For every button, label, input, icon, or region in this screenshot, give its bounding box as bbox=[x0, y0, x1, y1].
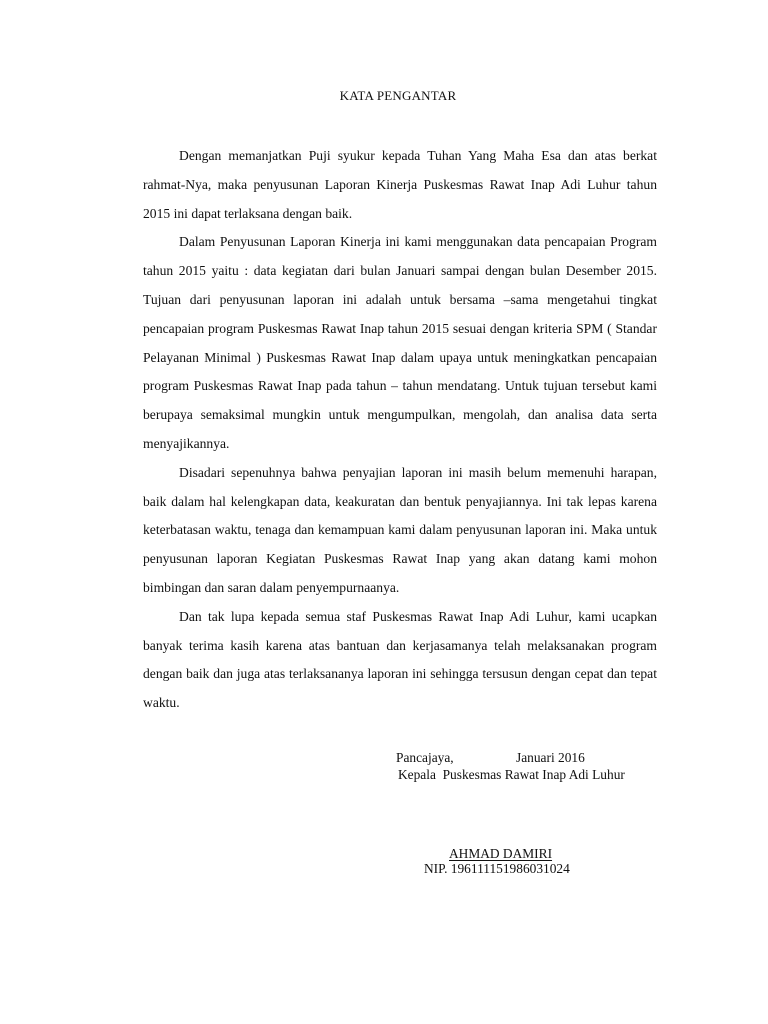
paragraph-2: Dalam Penyusunan Laporan Kinerja ini kami menggunakan data pencapaian Program tahun 2015 yaitu : data kegiatan dari bulan Januari sampai dengan bulan Desember 2015. Tujuan dari penyusunan laporan ini adalah untuk bersama –sama mengetahui tingkat pencapaian program Puskesmas Rawat Inap tahun 2015 sesuai dengan kriteria SPM ( Standar Pelayanan Minimal ) Puskesmas Rawat Inap dalam upaya untuk meningkatkan pencapaian program Puskesmas Rawat Inap pada tahun – tahun mendatang. Untuk tujuan tersebut kami berupaya semaksimal mungkin untuk mengumpulkan, mengolah, dan analisa data serta menyajikannya. bbox=[143, 234, 657, 451]
page-title: KATA PENGANTAR bbox=[339, 88, 457, 103]
paragraph-1: Dengan memanjatkan Puji syukur kepada Tuhan Yang Maha Esa dan atas berkat rahmat-Nya, maka penyusunan Laporan Kinerja Puskesmas Rawat Inap Adi Luhur tahun 2015 ini dapat terlaksana dengan baik. bbox=[143, 148, 657, 221]
signature-role: Kepala Puskesmas Rawat Inap Adi Luhur bbox=[398, 767, 625, 782]
signature-place: Pancajaya, bbox=[396, 750, 454, 765]
signature-place-date bbox=[396, 749, 666, 766]
signatory-nip: NIP. 196111151986031024 bbox=[424, 861, 570, 876]
body-text bbox=[143, 142, 657, 718]
signature-date: Januari 2016 bbox=[516, 750, 585, 765]
signatory-name: AHMAD DAMIRI bbox=[449, 846, 553, 861]
paragraph-4: Dan tak lupa kepada semua staf Puskesmas Rawat Inap Adi Luhur, kami ucapkan banyak terima kasih karena atas bantuan dan kerjasamanya telah melaksanakan program dengan baik dan juga atas terlaksananya laporan ini sehingga tersusun dengan cepat dan tepat waktu. bbox=[143, 608, 657, 711]
paragraph-3: Disadari sepenuhnya bahwa penyajian laporan ini masih belum memenuhi harapan, baik dalam hal kelengkapan data, keakuratan dan bentuk penyajiannya. Ini tak lepas karena keterbatasan waktu, tenaga dan kemampuan kami dalam penyusunan laporan ini. Maka untuk penyusunan laporan Kegiatan Puskesmas Rawat Inap yang akan datang kami mohon bimbingan dan saran dalam penyempurnaanya. bbox=[143, 464, 657, 595]
signature-block bbox=[396, 749, 666, 783]
